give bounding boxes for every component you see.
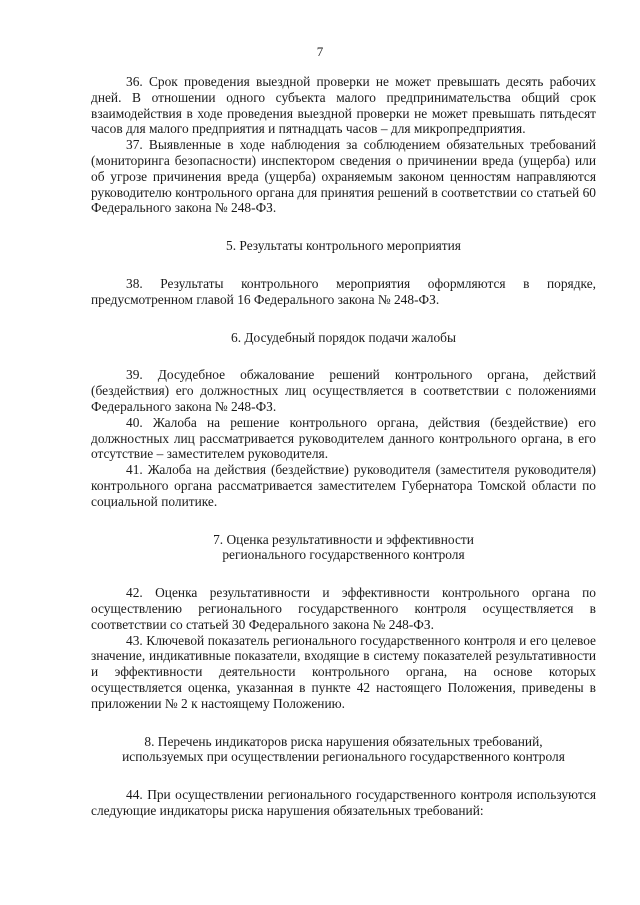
section-heading-line: 7. Оценка результативности и эффективности [213,531,474,547]
paragraph-36: 36. Срок проведения выездной проверки не может превышать десять рабочих дней. В отношении одного субъекта малого предпринимательства общий срок взаимодействия в ходе проведения выездной проверки не может превышать пятьдесят часов для малого предприятия и пятнадцать часов – для микропредприятия. [91,74,596,137]
paragraph-37: 37. Выявленные в ходе наблюдения за соблюдением обязательных требований (мониторинга безопасности) инспектором сведения о причинении вреда (ущерба) или об угрозе причинения вреда (ущерба) охраняемым законом ценностям направляются руководителю контрольного органа для принятия решений в соответствии со статьей 60 Федерального закона № 248-ФЗ. [91,137,596,216]
section-heading-line: 8. Перечень индикаторов риска нарушения обязательных требований, [144,733,543,749]
section-heading-line: используемых при осуществлении регионального государственного контроля [122,749,565,765]
section-heading-6 [91,330,596,346]
paragraph-40: 40. Жалоба на решение контрольного органа, действия (бездействие) его должностных лиц рассматривается руководителем данного контрольного органа, в его отсутствие – заместителем руководителя. [91,414,596,462]
paragraph-43: 43. Ключевой показатель регионального государственного контроля и его целевое значение, индикативные показатели, входящие в систему показателей результативности и эффективности деятельности контрольного органа, на основе которых осуществляется оценка, указанная в пункте 42 настоящего Положения, приведены в приложении № 2 к настоящему Положению. [91,632,596,711]
paragraph-39: 39. Досудебное обжалование решений контрольного органа, действий (бездействия) его должностных лиц осуществляется в соответствии с положениями Федерального закона № 248-ФЗ. [91,367,596,414]
paragraph-42: 42. Оценка результативности и эффективности контрольного органа по осуществлению регионального государственного контроля осуществляется в соответствии со статьей 30 Федерального закона № 248-ФЗ. [91,585,596,632]
section-heading-8 [91,734,596,766]
page-number: 7 [316,44,324,59]
section-heading-line: 6. Досудебный порядок подачи жалобы [231,329,456,345]
section-heading-line: регионального государственного контроля [222,547,465,563]
section-heading-5 [91,238,596,254]
section-heading-7 [91,532,596,564]
paragraph-41: 41. Жалоба на действия (бездействие) руководителя (заместителя руководителя) контрольного органа рассматривается заместителем Губернатора Томской области по социальной политике. [91,462,596,509]
section-heading-line: 5. Результаты контрольного мероприятия [226,238,461,254]
paragraph-38: 38. Результаты контрольного мероприятия оформляются в порядке, предусмотренном главой 16 Федерального закона № 248-ФЗ. [91,275,596,307]
paragraph-44: 44. При осуществлении регионального государственного контроля используются следующие индикаторы риска нарушения обязательных требований: [91,787,596,818]
document-body [91,74,596,819]
